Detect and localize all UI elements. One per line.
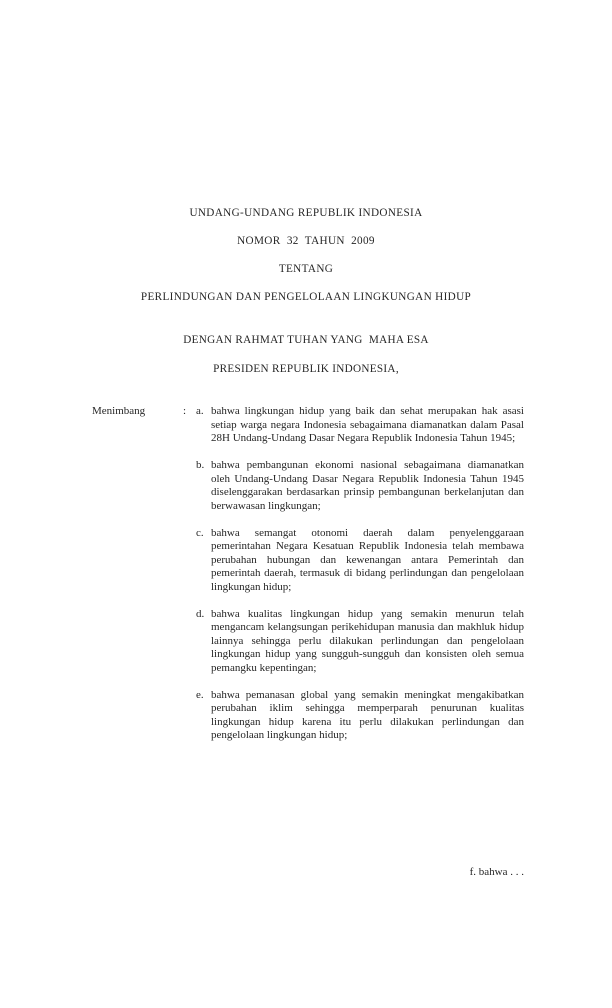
considerans-label: Menimbang — [92, 405, 146, 417]
item-marker-e: e. — [196, 688, 204, 701]
considerans-section — [92, 405, 524, 743]
item-text-a: bahwa lingkungan hidup yang baik dan sehat merupakan hak asasi setiap warga negara Indonesia sebagaimana diamanatkan dalam Pasal 28H Undang-Undang Dasar Negara Republik Indonesia Tahun 1945; — [211, 405, 524, 444]
title-line-law-type: UNDANG-UNDANG REPUBLIK INDONESIA — [189, 207, 423, 219]
considerans-row — [92, 405, 524, 743]
item-marker-c: c. — [196, 526, 204, 539]
item-text-d: bahwa kualitas lingkungan hidup yang semakin menurun telah mengancam kelangsungan perikehidupan manusia dan makhluk hidup lainnya sehingga perlu dilakukan perlindungan dan pengelolaan lingkungan hidup yang sungguh-sungguh dan konsisten oleh semua pemangku kepentingan; — [211, 607, 524, 674]
considerans-colon: : — [183, 405, 187, 417]
considerans-item-c — [196, 527, 524, 595]
preamble-line-president: PRESIDEN REPUBLIK INDONESIA, — [213, 363, 399, 375]
preamble-line-blessing: DENGAN RAHMAT TUHAN YANG MAHA ESA — [183, 334, 429, 346]
considerans-item-d — [196, 608, 524, 676]
item-text-c: bahwa semangat otonomi daerah dalam penyelenggaraan pemerintahan Negara Kesatuan Republik Indonesia telah membawa perubahan hubungan dan kewenangan antara Pemerintah dan pemerintah daerah, termasuk di bidang perlindungan dan pengelolaan lingkungan hidup; — [211, 526, 524, 593]
item-text-e: bahwa pemanasan global yang semakin meningkat mengakibatkan perubahan iklim sehingga memperparah penurunan kualitas lingkungan hidup karena itu perlu dilakukan perlindungan dan pengelolaan lingkungan hidup; — [211, 688, 524, 741]
document-title-block — [0, 206, 612, 304]
title-line-number: NOMOR 32 TAHUN 2009 — [237, 235, 375, 247]
item-marker-d: d. — [196, 607, 205, 620]
considerans-item-e — [196, 689, 524, 743]
page-catchword: f. bahwa . . . — [469, 866, 524, 878]
item-text-b: bahwa pembangunan ekonomi nasional sebagaimana diamanatkan oleh Undang-Undang Dasar Negara Republik Indonesia Tahun 1945 diselenggarakan berdasarkan prinsip pembangunan berkelanjutan dan berwawasan lingkungan; — [211, 459, 524, 512]
considerans-items — [196, 405, 524, 743]
considerans-item-b — [196, 459, 524, 513]
considerans-item-a — [196, 405, 524, 446]
item-marker-a: a. — [196, 405, 204, 417]
title-line-about: TENTANG — [278, 263, 334, 275]
item-marker-b: b. — [196, 459, 205, 471]
preamble-block — [0, 333, 612, 376]
title-line-subject: PERLINDUNGAN DAN PENGELOLAAN LINGKUNGAN HIDUP — [140, 291, 472, 303]
